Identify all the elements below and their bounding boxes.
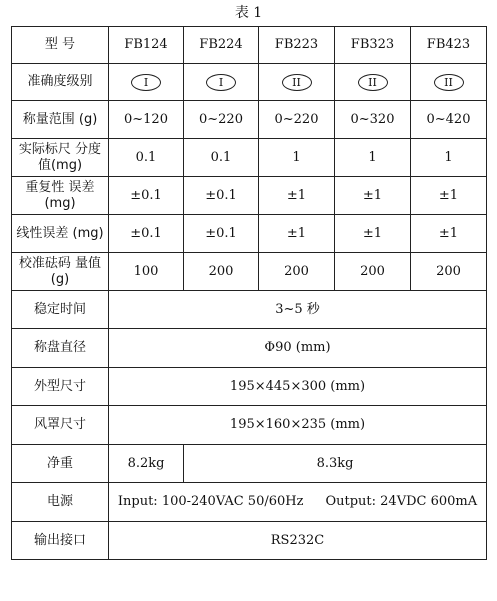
division-cell: 0.1 [109,139,184,177]
table-row [12,177,487,215]
linearity-cell: ±1 [335,215,411,253]
dimensions-value: 195×445×300 (mm) [109,368,487,406]
table-row [12,139,487,177]
row-label: 重复性 误差(mg) [12,177,109,215]
row-label: 线性误差 (mg) [12,215,109,253]
table-row [12,215,487,253]
division-cell: 1 [411,139,487,177]
capacity-cell: 0~220 [259,101,335,139]
linearity-cell: ±1 [259,215,335,253]
net-weight-rest: 8.3kg [184,445,487,483]
table-row [12,291,487,329]
power-input: Input: 100-240VAC 50/60Hz [117,494,304,509]
model-cell: FB423 [411,27,487,64]
repeatability-cell: ±1 [411,177,487,215]
division-cell: 0.1 [184,139,259,177]
table-row [12,253,487,291]
row-label: 准确度级别 [12,64,109,101]
row-label: 风罩尺寸 [12,406,109,445]
model-cell: FB323 [335,27,411,64]
division-cell: 1 [335,139,411,177]
division-cell: 1 [259,139,335,177]
row-label: 电源 [12,483,109,522]
cal-weight-cell: 200 [335,253,411,291]
repeatability-cell: ±1 [259,177,335,215]
accuracy-grade-badge: II [434,74,464,91]
accuracy-grade-badge: II [358,74,388,91]
model-cell: FB124 [109,27,184,64]
row-label: 校准砝码 量值(g) [12,253,109,291]
accuracy-grade-badge: I [131,74,161,91]
power-value [109,483,487,522]
capacity-cell: 0~420 [411,101,487,139]
accuracy-cell [411,64,487,101]
net-weight-first: 8.2kg [109,445,184,483]
model-cell: FB224 [184,27,259,64]
model-cell: FB223 [259,27,335,64]
row-label: 稳定时间 [12,291,109,329]
capacity-cell: 0~220 [184,101,259,139]
accuracy-cell [184,64,259,101]
table-row [12,64,487,101]
table-row [12,27,487,64]
cal-weight-cell: 200 [259,253,335,291]
row-label: 输出接口 [12,522,109,560]
row-label: 称量范围 (g) [12,101,109,139]
table-row [12,522,487,560]
linearity-cell: ±1 [411,215,487,253]
table-row [12,483,487,522]
power-output: Output: 24VDC 600mA [325,494,478,509]
accuracy-cell [259,64,335,101]
row-label: 实际标尺 分度值(mg) [12,139,109,177]
accuracy-grade-badge: II [282,74,312,91]
row-label: 称盘直径 [12,329,109,368]
table-row [12,329,487,368]
cal-weight-cell: 200 [411,253,487,291]
cal-weight-cell: 100 [109,253,184,291]
repeatability-cell: ±0.1 [184,177,259,215]
repeatability-cell: ±0.1 [109,177,184,215]
accuracy-cell [335,64,411,101]
interface-value: RS232C [109,522,487,560]
settle-time-value: 3~5 秒 [109,291,487,329]
capacity-cell: 0~120 [109,101,184,139]
table-row [12,101,487,139]
table-row [12,406,487,445]
linearity-cell: ±0.1 [109,215,184,253]
spec-table [11,26,487,560]
table-row [12,368,487,406]
table-row [12,445,487,483]
row-label: 外型尺寸 [12,368,109,406]
accuracy-grade-badge: I [206,74,236,91]
shield-value: 195×160×235 (mm) [109,406,487,445]
table-caption: 表 1 [234,5,263,21]
header-label: 型 号 [12,27,109,64]
pan-diameter-value: Φ90 (mm) [109,329,487,368]
cal-weight-cell: 200 [184,253,259,291]
row-label: 净重 [12,445,109,483]
repeatability-cell: ±1 [335,177,411,215]
accuracy-cell [109,64,184,101]
capacity-cell: 0~320 [335,101,411,139]
linearity-cell: ±0.1 [184,215,259,253]
